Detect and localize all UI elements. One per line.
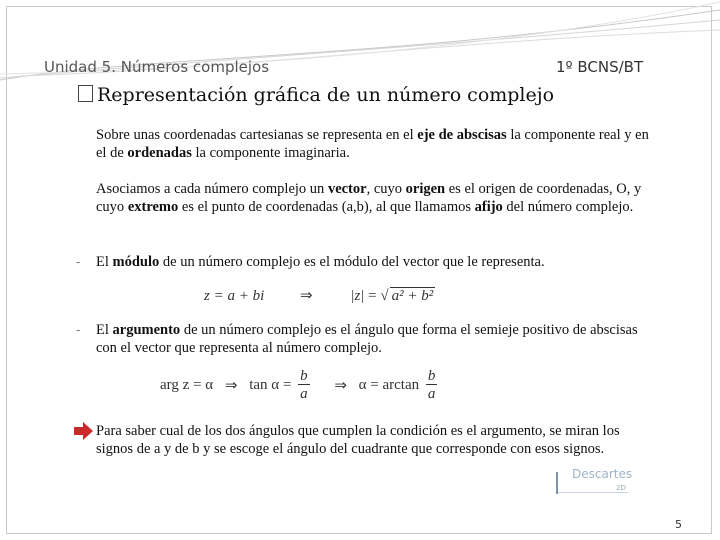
arg-definition: arg z = α — [160, 377, 214, 393]
implies-symbol: ⇒ — [300, 288, 313, 304]
paragraph-modulo: El módulo de un número complejo es el módulo del vector que le representa. — [96, 254, 545, 270]
page-number: 5 — [675, 518, 682, 531]
paragraph-vector: Asociamos a cada número complejo un vector, cuyo origen es el origen de coordenadas, O, y cuyo extremo es el punto de coordenadas (a,b), al que llamamos afijo del número complejo. — [96, 181, 642, 215]
logo-subtext: 2D — [616, 484, 626, 492]
checkbox-bullet-icon — [78, 85, 93, 102]
arctan-expression: α = arctan — [358, 377, 420, 393]
term-afijo: afijo — [474, 199, 503, 215]
unit-header: Unidad 5. Números complejos — [44, 58, 270, 76]
bullet-dash: - — [76, 254, 81, 269]
term-origen: origen — [405, 181, 446, 197]
fraction-b-over-a: $\frac{b}{a}$ — [300, 368, 308, 402]
logo-text: Descartes — [572, 467, 633, 481]
paragraph-axes: Sobre unas coordenadas cartesianas se representa en el eje de abscisas la componente real y en el de ordenadas la componente imaginaria. — [96, 127, 649, 161]
fraction-b-over-a: $\frac{b}{a}$ — [427, 368, 436, 402]
complex-form: z = a + bi — [204, 288, 265, 304]
red-arrow-icon — [74, 422, 94, 440]
tan-expression: tan α = — [249, 377, 292, 393]
slide-title — [78, 84, 554, 106]
radicand: a² + b² — [391, 288, 434, 304]
modulus-symbol: |z| — [350, 288, 365, 304]
term-modulo: módulo — [112, 254, 160, 270]
paragraph-argumento: El argumento de un número complejo es el ángulo que forma el semieje positivo de abscisas con el vector que representa al número complejo. — [96, 322, 638, 356]
course-header: 1º BCNS/BT — [556, 58, 644, 76]
term-argumento: argumento — [112, 322, 181, 338]
modulus-formula: z = a + bi ⇒ |z| = √ a² + b² — [204, 288, 434, 304]
term-extremo: extremo — [127, 199, 179, 215]
term-vector: vector — [327, 181, 367, 197]
bullet-dash: - — [76, 322, 81, 337]
slide-title-text: Representación gráfica de un número complejo — [97, 84, 555, 106]
term-ordenadas: ordenadas — [127, 145, 192, 161]
term-eje-abscisas: eje de abscisas — [417, 127, 507, 143]
paragraph-cuadrante: Para saber cual de los dos ángulos que cumplen la condición es el argumento, se miran los signos de a y de b y se escoge el ángulo del cuadrante que corresponde con esos signos. — [96, 423, 620, 457]
argument-formula: arg z = α ⇒ tan α = $\frac{b}{a}$ ⇒ α = arctan $\frac{b}{a}$ — [160, 368, 436, 402]
